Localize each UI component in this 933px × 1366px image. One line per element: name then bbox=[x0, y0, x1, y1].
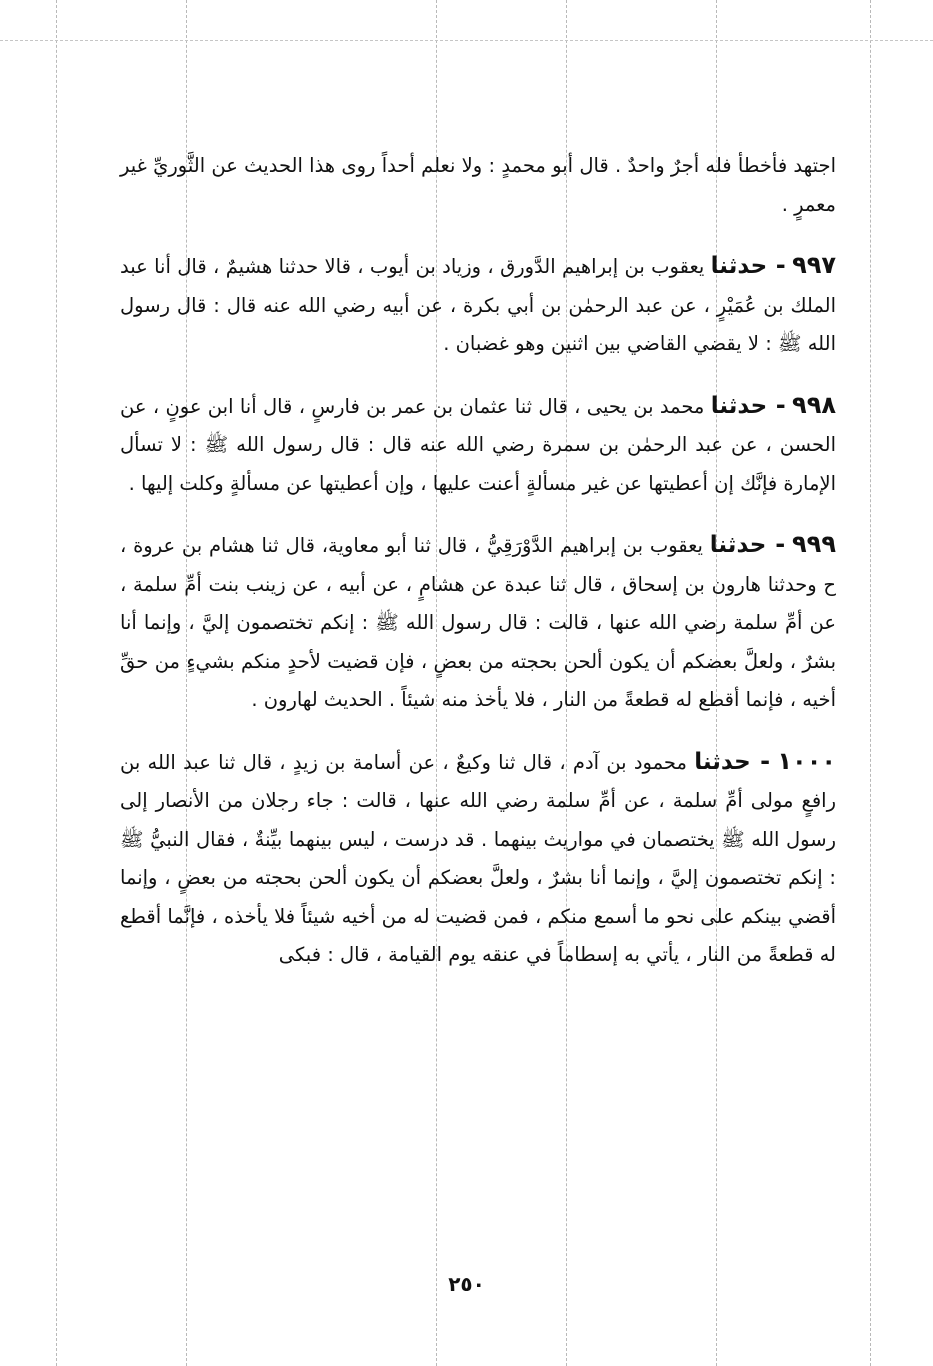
paragraph-text: اجتهد فأخطأ فله أجرٌ واحدٌ . قال أبو محمدٍ : ولا نعلم أحداً روى هذا الحديث عن الثَّوريِّ غير معمرٍ . bbox=[120, 154, 836, 216]
hadith-lead: حدثنا bbox=[694, 748, 751, 775]
hadith-number: ٩٩٩ bbox=[792, 530, 836, 558]
page-number: ٢٥٠ bbox=[448, 1272, 485, 1296]
scan-guide-line bbox=[56, 0, 57, 1366]
paragraph-text: يعقوب بن إبراهيم الدَّورق ، وزياد بن أيوب ، قالا حدثنا هشيمٌ ، قال أنا عبد الملك بن عُمَيْرٍ ، عن عبد الرحمٰن بن أبي بكرة ، عن أبيه رضي الله عنه قال : قال رسول الله ﷺ : لا يقضي القاضي بين اثنين وهو غضبان . bbox=[120, 255, 836, 355]
hadith-999: ٩٩٩ - حدثنا يعقوب بن إبراهيم الدَّوْرَقِيُّ ، قال ثنا أبو معاوية، قال ثنا هشام بن عروة ، ح وحدثنا هارون بن إسحاق ، قال ثنا عبدة عن هشامٍ ، عن أبيه ، عن زينب بنت أمِّ سلمة ، عن أمِّ سلمة رضي الله عنها ، قالت : قال رسول الله ﷺ : إنكم تختصمون إليَّ ، وإنما أنا بشرٌ ، ولعلَّ بعضكم أن يكون ألحن بحجته من بعضٍ ، فإن قضيت لأحدٍ منكم بشيءٍ من حقِّ أخيه ، فإنما أقطع له قطعةً من النار ، فلا يأخذ منه شيئاً . الحديث لهارون . bbox=[120, 530, 836, 711]
paragraph-text: يعقوب بن إبراهيم الدَّوْرَقِيُّ ، قال ثنا أبو معاوية، قال ثنا هشام بن عروة ، ح وحدثنا هارون بن إسحاق ، قال ثنا عبدة عن هشامٍ ، عن أبيه ، عن زينب بنت أمِّ سلمة ، عن أمِّ سلمة رضي الله عنها ، قالت : قال رسول الله ﷺ : إنكم تختصمون إليَّ ، وإنما أنا بشرٌ ، ولعلَّ بعضكم أن يكون ألحن بحجته من بعضٍ ، فإن قضيت لأحدٍ منكم بشيءٍ من حقِّ أخيه ، فإنما أقطع له قطعةً من النار ، فلا يأخذ منه شيئاً . الحديث لهارون . bbox=[120, 534, 836, 711]
scan-guide-line bbox=[870, 0, 871, 1366]
scan-guide-line bbox=[0, 40, 933, 41]
hadith-1000: ١٠٠٠ - حدثنا محمود بن آدم ، قال ثنا وكيعٌ ، عن أسامة بن زيدٍ ، قال ثنا عبد الله بن رافعٍ مولى أمِّ سلمة ، عن أمِّ سلمة رضي الله عنها ، قالت : جاء رجلان من الأنصار إلى رسول الله ﷺ يختصمان في مواريث بينهما . قد درست ، ليس بينهما بيِّنةٌ ، فقال النبيُّ ﷺ : إنكم تختصمون إليَّ ، وإنما أنا بشرٌ ، ولعلَّ بعضكم أن يكون ألحن بحجته من بعضٍ ، وإنما أقضي بينكم على نحو ما أسمع منكم ، فمن قضيت له من أخيه شيئاً فلا يأخذه ، فإنَّما أقطع له قطعةً من النار ، يأتي به إسطاماً في عنقه يوم القيامة ، قال : فبكى bbox=[120, 746, 836, 966]
body-text bbox=[120, 147, 836, 975]
hadith-lead: حدثنا bbox=[709, 532, 767, 558]
hadith-number: ٩٩٨ bbox=[792, 390, 836, 419]
hadith-lead: حدثنا bbox=[710, 392, 768, 419]
hadith-998: ٩٩٨ - حدثنا محمد بن يحيى ، قال ثنا عثمان بن عمر بن فارسٍ ، قال أنا ابن عونٍ ، عن الحسن ، عن عبد الرحمٰن بن سمرة رضي الله عنه قال : قال رسول الله ﷺ : لا تسأل الإمارة فإنَّك إن أعطيتها عن غير مسألةٍ أعنت عليها ، وإن أعطيتها عن مسألةٍ وكلت إليها . bbox=[120, 390, 836, 495]
paragraph-text: محمود بن آدم ، قال ثنا وكيعٌ ، عن أسامة بن زيدٍ ، قال ثنا عبد الله بن رافعٍ مولى أمِّ سلمة ، عن أمِّ سلمة رضي الله عنها ، قالت : جاء رجلان من الأنصار إلى رسول الله ﷺ يختصمان في مواريث بينهما . قد درست ، ليس بينهما بيِّنةٌ ، فقال النبيُّ ﷺ : إنكم تختصمون إليَّ ، وإنما أنا بشرٌ ، ولعلَّ بعضكم أن يكون ألحن بحجته من بعضٍ ، وإنما أقضي بينكم على نحو ما أسمع منكم ، فمن قضيت له من أخيه شيئاً فلا يأخذه ، فإنَّما أقطع له قطعةً من النار ، يأتي به إسطاماً في عنقه يوم القيامة ، قال : فبكى bbox=[120, 750, 836, 966]
hadith-997: ٩٩٧ - حدثنا يعقوب بن إبراهيم الدَّورق ، وزياد بن أيوب ، قالا حدثنا هشيمٌ ، قال أنا عبد الملك بن عُمَيْرٍ ، عن عبد الرحمٰن بن أبي بكرة ، عن أبيه رضي الله عنه قال : قال رسول الله ﷺ : لا يقضي القاضي بين اثنين وهو غضبان . bbox=[120, 251, 837, 355]
hadith-number: ١٠٠٠ bbox=[777, 746, 836, 775]
hadith-number: ٩٩٧ bbox=[792, 251, 837, 279]
paragraph-text: محمد بن يحيى ، قال ثنا عثمان بن عمر بن فارسٍ ، قال أنا ابن عونٍ ، عن الحسن ، عن عبد الرحمٰن بن سمرة رضي الله عنه قال : قال رسول الله ﷺ : لا تسأل الإمارة فإنَّك إن أعطيتها عن غير مسألةٍ أعنت عليها ، وإن أعطيتها عن مسألةٍ وكلت إليها . bbox=[120, 394, 836, 495]
paragraph-intro bbox=[120, 147, 836, 224]
hadith-lead: حدثنا bbox=[710, 253, 768, 279]
